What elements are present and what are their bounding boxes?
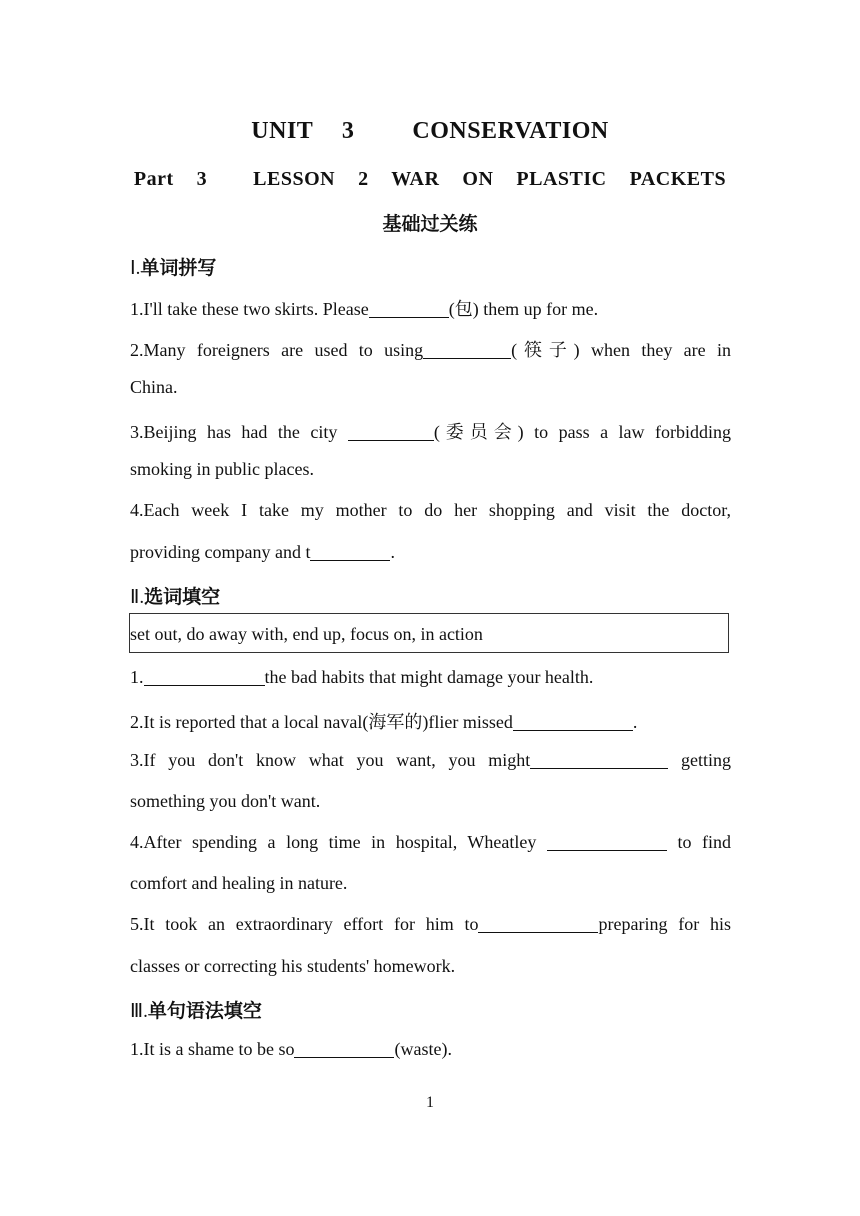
s2-question-3 <box>130 750 731 771</box>
s2-q1-text-b: the bad habits that might damage your health. <box>264 667 594 687</box>
s2-q4-text-a: 4.After spending a long time in hospital, Wheatley <box>130 832 547 852</box>
s2-question-5 <box>130 914 731 935</box>
s2-q3-continued: something you don't want. <box>130 791 321 811</box>
answer-blank[interactable] <box>513 712 633 731</box>
s1-q4-text-c: . <box>390 542 395 562</box>
s2-q1-text-a: 1. <box>130 667 144 687</box>
section-3-title: 单句语法填空 <box>147 1000 262 1022</box>
section-2-number: Ⅱ. <box>130 587 145 608</box>
s2-question-2 <box>130 708 731 734</box>
s1-q3-text-b: (委员会) to pass a law forbidding <box>433 422 731 442</box>
s2-q5-text-b: preparing for his <box>598 914 731 934</box>
s2-q3-text-a: 3.If you don't know what you want, you might <box>130 750 531 770</box>
answer-blank[interactable] <box>294 1039 394 1058</box>
s2-q2-text-b: . <box>632 712 638 732</box>
s1-question-2 <box>130 336 731 362</box>
s1-q4-text-b: providing company and t <box>130 542 311 562</box>
s1-q3-continued: smoking in public places. <box>130 459 314 479</box>
section-1-number: Ⅰ. <box>130 258 141 279</box>
s2-question-4 <box>130 832 731 853</box>
s2-q4-continued: comfort and healing in nature. <box>130 873 348 893</box>
s2-q5-text-a: 5.It took an extraordinary effort for him to <box>130 914 479 934</box>
answer-blank[interactable] <box>310 542 390 561</box>
s1-question-4: 4.Each week I take my mother to do her shopping and visit the doctor, <box>130 500 731 520</box>
section-3-number: Ⅲ. <box>130 1001 148 1022</box>
answer-blank[interactable] <box>423 340 511 359</box>
section-2-heading <box>130 582 220 609</box>
s1-q2-text-b: (筷子) when they are in <box>511 340 731 360</box>
word-bank-text: set out, do away with, end up, focus on, in action <box>130 624 483 644</box>
page-number: 1 <box>426 1094 434 1111</box>
lesson-title: Part 3 LESSON 2 WAR ON PLASTIC PACKETS <box>133 168 727 190</box>
s2-q4-text-b: to find <box>666 832 731 852</box>
s1-q2-text-a: 2.Many foreigners are used to using <box>130 340 424 360</box>
section-2-title: 选词填空 <box>144 586 221 608</box>
s2-question-1 <box>130 667 731 688</box>
section-1-heading <box>130 253 216 280</box>
answer-blank[interactable] <box>530 750 668 769</box>
answer-blank[interactable] <box>144 667 265 686</box>
unit-title: UNIT 3 CONSERVATION <box>251 118 609 144</box>
word-bank-box <box>129 613 729 653</box>
section-3-heading <box>130 996 262 1023</box>
s1-q1-text-a: 1.I'll take these two skirts. Please <box>130 299 369 319</box>
s1-q4-continued <box>130 542 731 563</box>
s3-q1-text-a: 1.It is a shame to be so <box>130 1039 295 1059</box>
s2-q2-text-a: 2.It is reported that a local naval(海军的)flier missed <box>130 712 513 732</box>
s1-question-3 <box>130 418 731 444</box>
section-1-title: 单词拼写 <box>140 257 217 279</box>
s1-question-1 <box>130 295 731 321</box>
s2-q5-continued: classes or correcting his students' homework. <box>130 956 456 976</box>
s2-q3-text-b: getting <box>668 750 731 770</box>
answer-blank[interactable] <box>547 832 667 851</box>
s1-q2-continued: China. <box>130 377 178 397</box>
answer-blank[interactable] <box>348 422 434 441</box>
s1-q3-text-a: 3.Beijing has had the city <box>130 422 348 442</box>
answer-blank[interactable] <box>478 914 598 933</box>
s3-q1-text-b: (waste). <box>394 1039 452 1059</box>
exercise-subtitle: 基础过关练 <box>382 213 478 235</box>
answer-blank[interactable] <box>369 299 449 318</box>
s1-q1-text-b: (包) them up for me. <box>448 299 599 319</box>
s3-question-1 <box>130 1039 731 1060</box>
